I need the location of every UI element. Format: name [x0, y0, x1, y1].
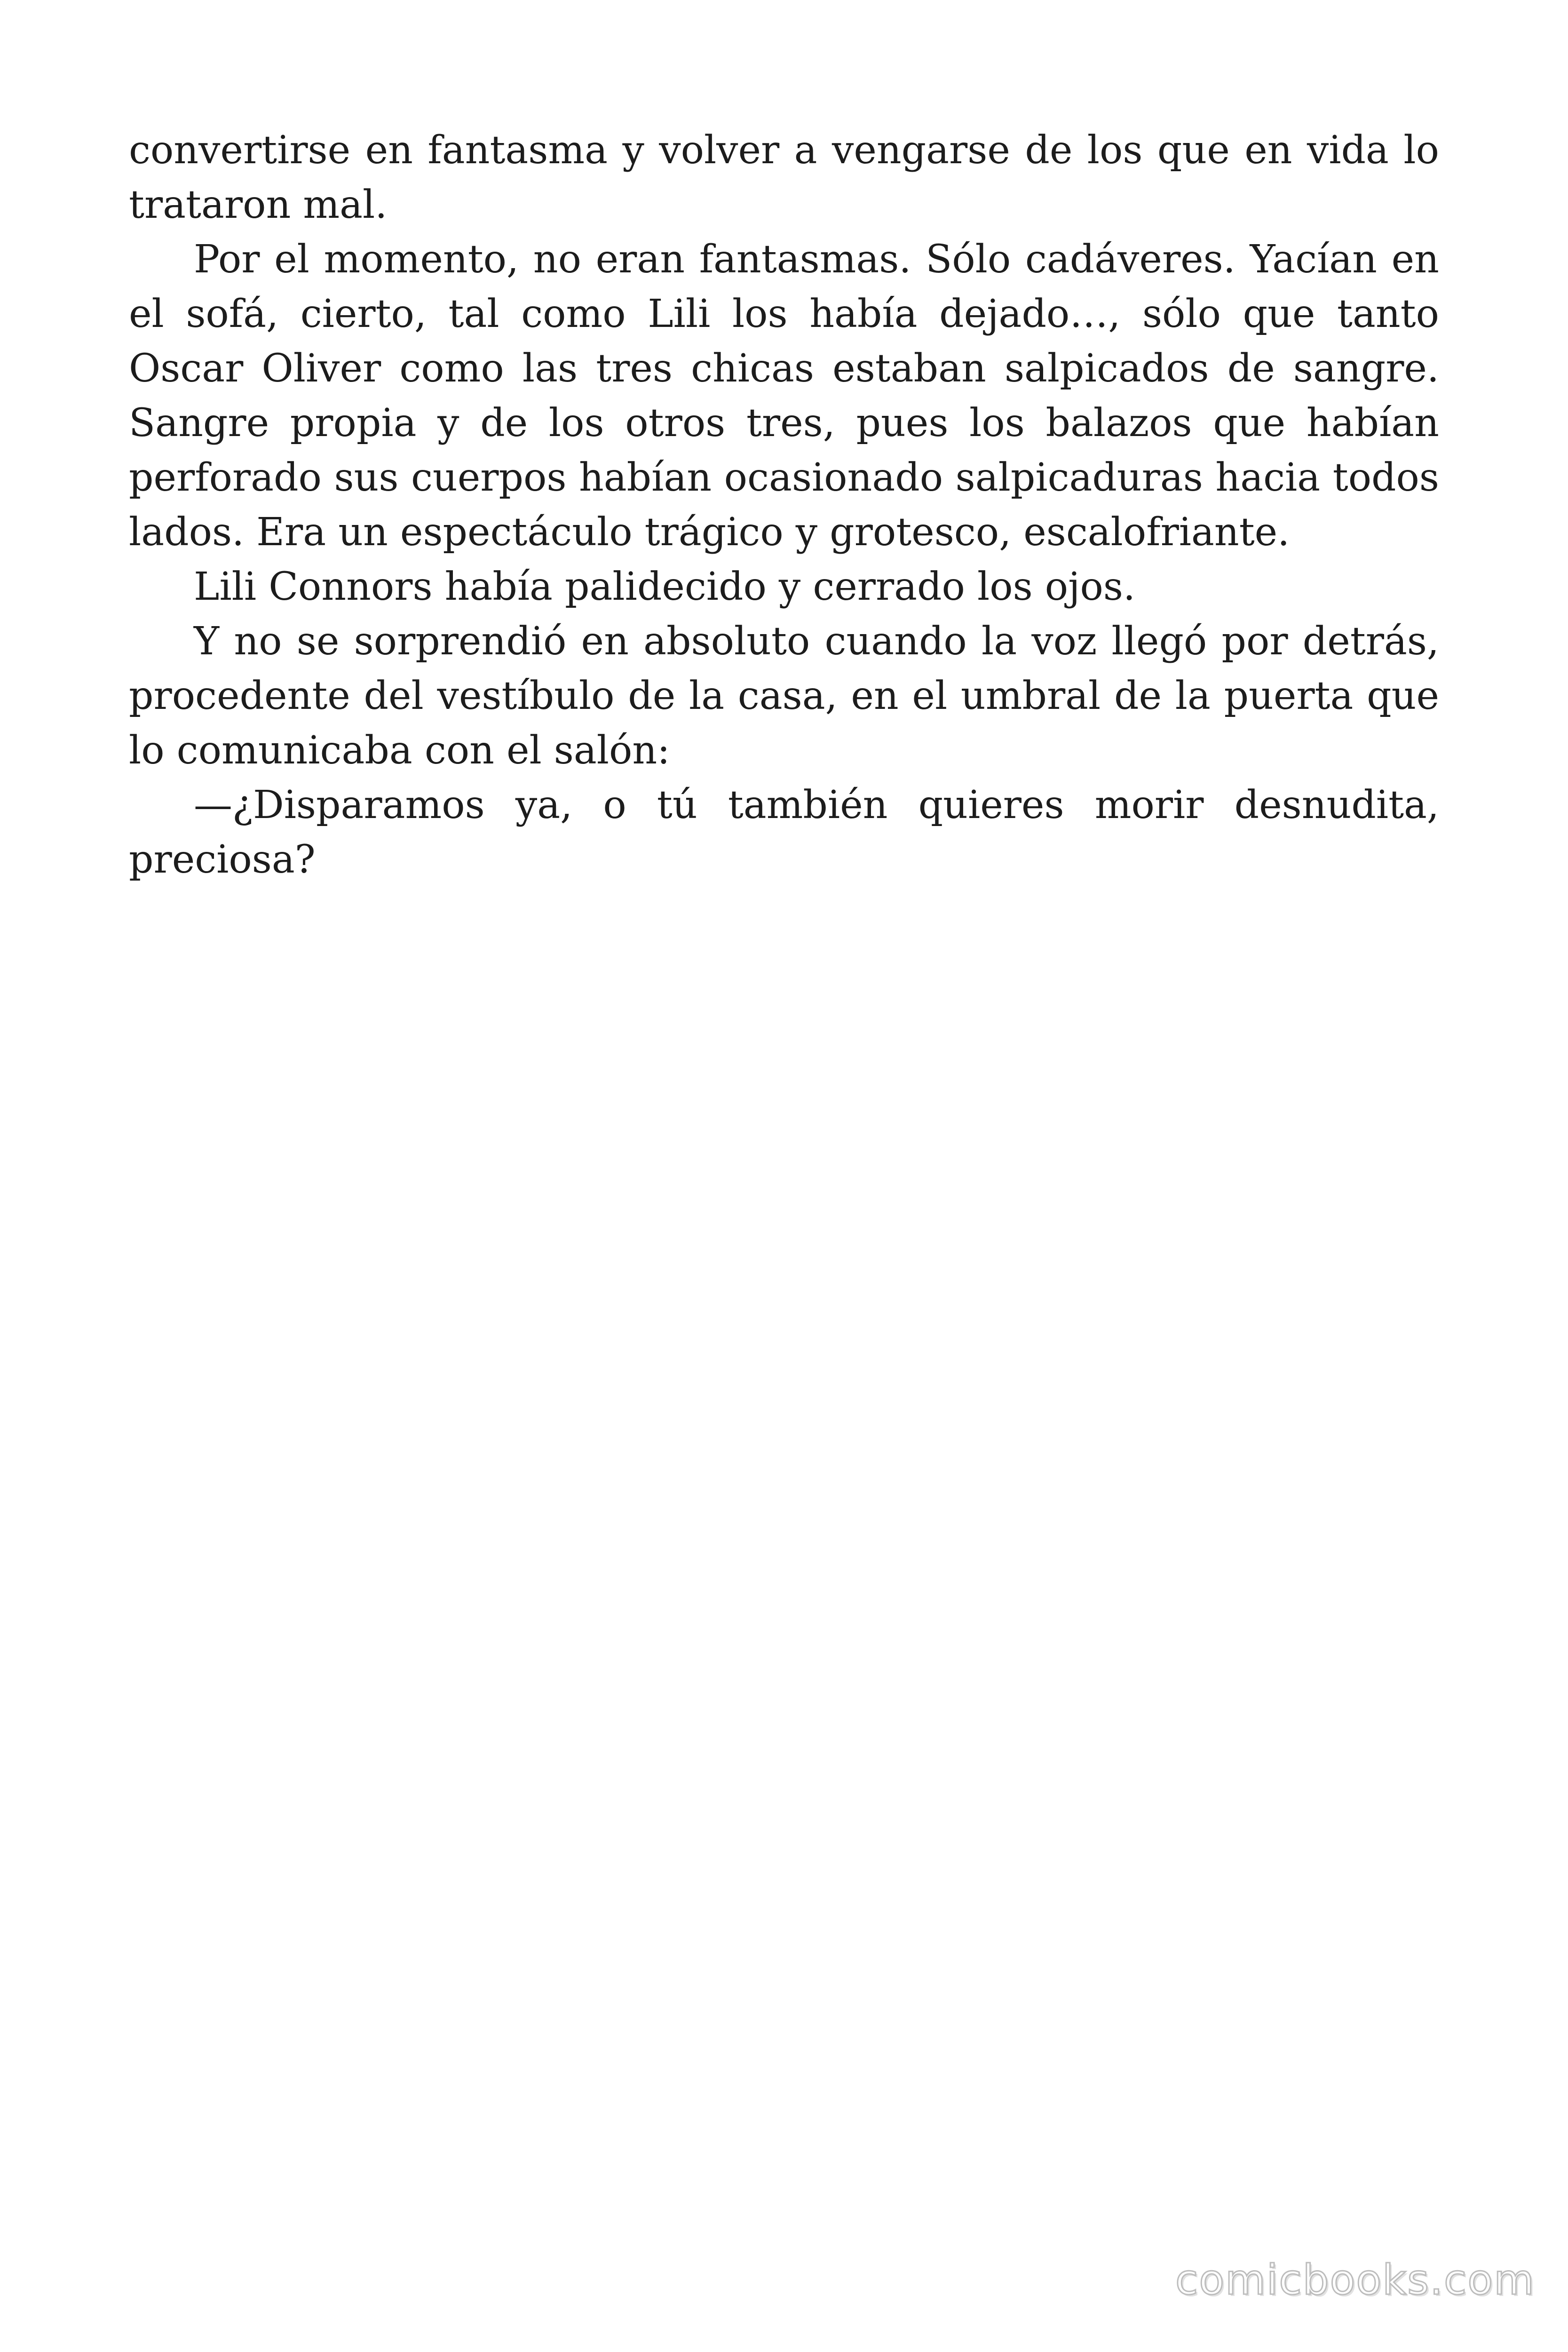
paragraph-continuation: convertirse en fantasma y volver a vengarse de los que en vida lo trataron mal.: [129, 128, 1439, 227]
paragraph-corpses: Por el momento, no eran fantasmas. Sólo cadáveres. Yacían en el sofá, cierto, tal como Lili los había dejado…, sólo que tanto Oscar Oliver como las tres chicas estaban salpicados de sangre. Sangre propia y de los otros tres, pues los balazos que habían perforado sus cuerpos habían ocasionado salpicaduras hacia todos lados. Era un espectáculo trágico y grotesco, escalofriante.: [129, 237, 1439, 555]
watermark-text: comicbooks.com: [1175, 2256, 1535, 2304]
body-text: [129, 123, 1439, 887]
paragraph-voice: Y no se sorprendió en absoluto cuando la voz llegó por detrás, procedente del vestíbulo de la casa, en el umbral de la puerta que lo comunicaba con el salón:: [129, 619, 1439, 773]
paragraph-dialogue: —¿Disparamos ya, o tú también quieres morir desnudita, preciosa?: [129, 783, 1439, 882]
paragraph-lili: Lili Connors había palidecido y cerrado los ojos.: [194, 564, 1136, 609]
